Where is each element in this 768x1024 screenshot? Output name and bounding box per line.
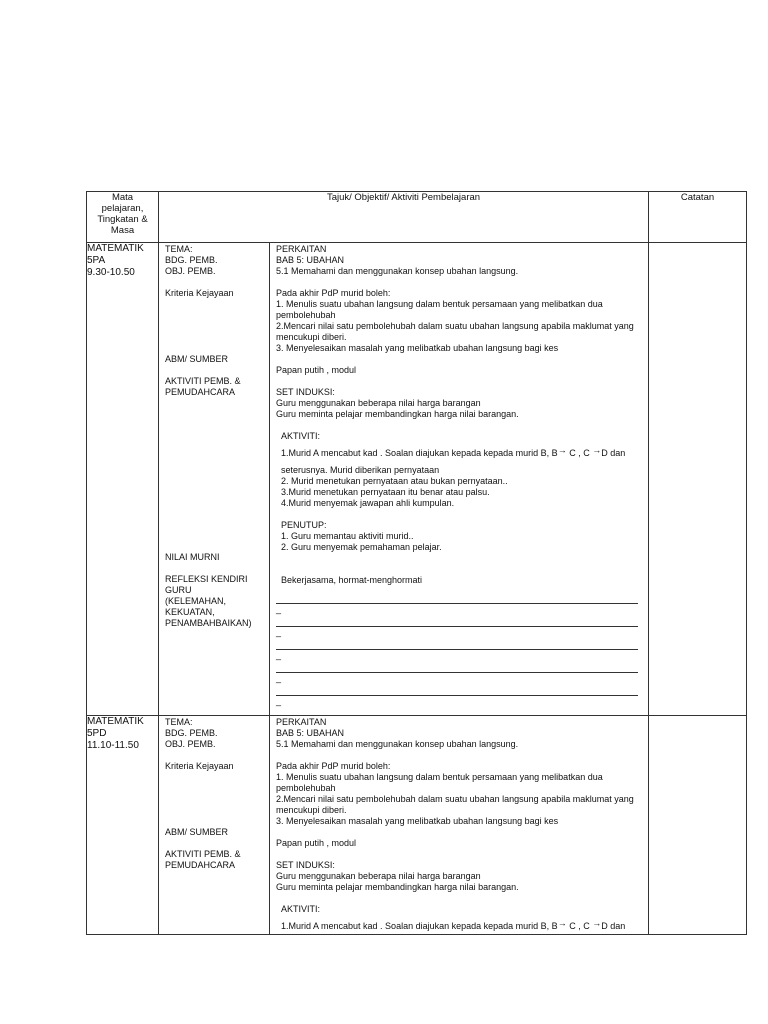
label-abm: ABM/ SUMBER xyxy=(165,354,229,364)
label-obj-pemb: OBJ. PEMB. xyxy=(165,739,216,749)
set-heading: SET INDUKSI: xyxy=(276,387,335,397)
activity-item: 3.Murid menetukan pernyataan itu benar atau palsu. xyxy=(281,487,490,497)
topic-title: PERKAITAN xyxy=(276,717,327,727)
subject-class: 5PA xyxy=(87,255,106,266)
reflection-dash: _ xyxy=(276,604,282,614)
abm-text: Papan putih , modul xyxy=(276,365,357,375)
lesson-row xyxy=(87,243,747,716)
closing-item: 1. Guru memantau aktiviti murid.. xyxy=(281,531,414,541)
pdp-heading: Pada akhir PdP murid boleh: xyxy=(276,761,391,771)
label-refleksi: (KELEMAHAN, xyxy=(165,596,227,606)
label-refleksi: PENAMBAHBAIKAN) xyxy=(165,618,252,628)
header-subject-cell xyxy=(87,192,159,243)
criteria-item: 3. Menyelesaikan masalah yang melibatkab ubahan langsung bagi kes xyxy=(276,343,559,353)
lesson-plan-table xyxy=(86,191,747,935)
subject-cell xyxy=(87,716,159,935)
activity-item: 2. Murid menetukan pernyataan atau bukan pernyataan.. xyxy=(281,476,508,486)
criteria-item: 1. Menulis suatu ubahan langsung dalam bentuk persamaan yang melibatkan dua pembolehubah xyxy=(276,299,603,320)
header-subject-line: Mata xyxy=(111,192,134,203)
reflection-dash: _ xyxy=(276,673,282,683)
activity-item: 1.Murid A mencabut kad . Soalan diajukan kepada kepada murid B, B→ C , C →D dan xyxy=(281,918,626,931)
table-header-row xyxy=(87,192,747,243)
subject-class: 5PD xyxy=(87,728,107,739)
arrow-icon: → xyxy=(592,918,602,928)
reflection-dash: _ xyxy=(276,650,282,660)
label-tema: TEMA: xyxy=(165,717,193,727)
subject-name: MATEMATIK xyxy=(87,716,144,727)
objective-text: 5.1 Memahami dan menggunakan konsep ubahan langsung. xyxy=(276,739,519,749)
set-item: Guru meminta pelajar membandingkan harga nilai barangan. xyxy=(276,409,519,419)
header-notes-cell: Catatan xyxy=(649,192,747,243)
abm-text: Papan putih , modul xyxy=(276,838,357,848)
pdp-heading: Pada akhir PdP murid boleh: xyxy=(276,288,391,298)
subject-time: 11.10-11.50 xyxy=(87,740,139,751)
values-text: Bekerjasama, hormat-menghormati xyxy=(281,575,423,585)
header-subject-line: pelajaran, xyxy=(101,203,144,214)
objective-text: 5.1 Memahami dan menggunakan konsep ubahan langsung. xyxy=(276,266,519,276)
closing-item: 2. Guru menyemak pemahaman pelajar. xyxy=(281,542,442,552)
label-pemudahcara: PEMUDAHCARA xyxy=(165,387,236,397)
label-refleksi: REFLEKSI KENDIRI xyxy=(165,574,248,584)
reflection-dash: _ xyxy=(276,696,282,706)
arrow-icon: → xyxy=(592,445,602,455)
lesson-plan-sheet xyxy=(86,191,746,935)
label-kriteria: Kriteria Kejayaan xyxy=(165,288,234,298)
label-abm: ABM/ SUMBER xyxy=(165,827,229,837)
set-item: Guru meminta pelajar membandingkan harga nilai barangan. xyxy=(276,882,519,892)
reflection-line xyxy=(276,592,638,604)
notes-cell xyxy=(649,243,747,716)
lesson-row xyxy=(87,716,747,935)
label-column xyxy=(159,716,270,934)
set-item: Guru menggunakan beberapa nilai harga barangan xyxy=(276,398,481,408)
header-subject-line: Masa xyxy=(110,225,135,236)
topic-title: PERKAITAN xyxy=(276,244,327,254)
closing-heading: PENUTUP: xyxy=(281,520,327,530)
arrow-icon: → xyxy=(557,445,567,455)
subject-time: 9.30-10.50 xyxy=(87,267,135,278)
label-refleksi: GURU xyxy=(165,585,192,595)
activity-heading: AKTIVITI: xyxy=(281,904,321,914)
label-kriteria: Kriteria Kejayaan xyxy=(165,761,234,771)
label-bdg-pemb: BDG. PEMB. xyxy=(165,255,218,265)
criteria-item: 2.Mencari nilai satu pembolehubah dalam suatu ubahan langsung apabila maklumat yang xyxy=(276,321,634,331)
label-refleksi: KEKUATAN, xyxy=(165,607,215,617)
label-aktiviti: AKTIVITI PEMB. & xyxy=(165,849,241,859)
activity-heading: AKTIVITI: xyxy=(281,431,321,441)
activity-item: 4.Murid menyemak jawapan ahli kumpulan. xyxy=(281,498,455,508)
content-cell xyxy=(159,716,649,935)
label-tema: TEMA: xyxy=(165,244,193,254)
value-column xyxy=(270,716,648,934)
criteria-item: 2.Mencari nilai satu pembolehubah dalam suatu ubahan langsung apabila maklumat yang xyxy=(276,794,634,804)
notes-cell xyxy=(649,716,747,935)
label-pemudahcara: PEMUDAHCARA xyxy=(165,860,236,870)
chapter-title: BAB 5: UBAHAN xyxy=(276,255,345,265)
value-column xyxy=(270,243,648,715)
label-bdg-pemb: BDG. PEMB. xyxy=(165,728,218,738)
subject-name: MATEMATIK xyxy=(87,243,144,254)
set-heading: SET INDUKSI: xyxy=(276,860,335,870)
label-obj-pemb: OBJ. PEMB. xyxy=(165,266,216,276)
arrow-icon: → xyxy=(557,918,567,928)
content-cell xyxy=(159,243,649,716)
label-nilai-murni: NILAI MURNI xyxy=(165,552,220,562)
activity-item: seterusnya. Murid diberikan pernyataan xyxy=(281,465,440,475)
criteria-item: 3. Menyelesaikan masalah yang melibatkab ubahan langsung bagi kes xyxy=(276,816,559,826)
reflection-line xyxy=(276,638,638,650)
reflection-line xyxy=(276,684,638,696)
activity-item: 1.Murid A mencabut kad . Soalan diajukan kepada kepada murid B, B→ C , C →D dan xyxy=(281,445,626,458)
reflection-line xyxy=(276,661,638,673)
criteria-item: mencukupi diberi. xyxy=(276,332,347,342)
label-aktiviti: AKTIVITI PEMB. & xyxy=(165,376,241,386)
criteria-item: mencukupi diberi. xyxy=(276,805,347,815)
criteria-item: 1. Menulis suatu ubahan langsung dalam bentuk persamaan yang melibatkan dua pembolehubah xyxy=(276,772,603,793)
header-topic-cell: Tajuk/ Objektif/ Aktiviti Pembelajaran xyxy=(159,192,649,243)
set-item: Guru menggunakan beberapa nilai harga barangan xyxy=(276,871,481,881)
chapter-title: BAB 5: UBAHAN xyxy=(276,728,345,738)
header-subject-line: Tingkatan & xyxy=(97,214,148,225)
label-column xyxy=(159,243,270,715)
reflection-dash: _ xyxy=(276,627,282,637)
subject-cell xyxy=(87,243,159,716)
reflection-line xyxy=(276,615,638,627)
